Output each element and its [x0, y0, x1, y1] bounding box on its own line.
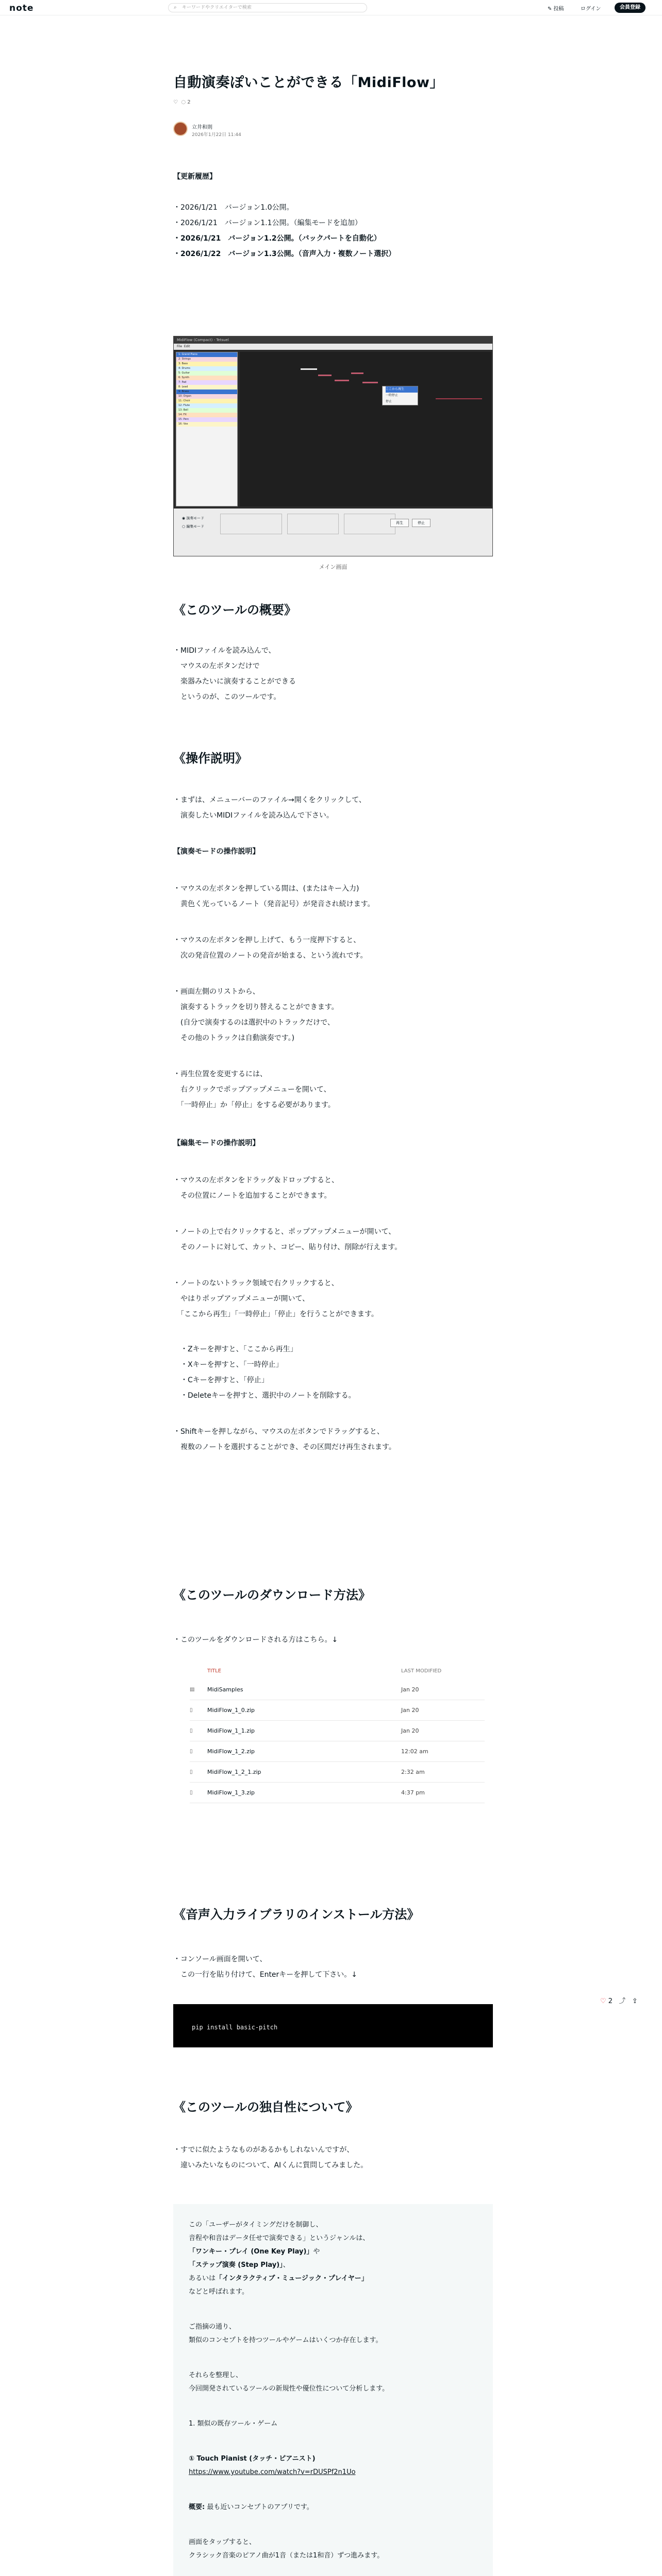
track-item[interactable]: 12: Flute	[176, 403, 237, 408]
howto-line: 「一時停止」か「停止」をする必要があります。	[173, 1101, 335, 1109]
note-logo[interactable]: note	[9, 3, 34, 13]
howto-line: ・ノートの上で右クリックすると、ポップアップメニューが開いて、	[173, 1228, 396, 1236]
context-menu[interactable]	[382, 386, 418, 405]
login-link[interactable]: ログイン	[581, 6, 601, 12]
track-item[interactable]: 14: FX	[176, 413, 237, 417]
section-heading: 《このツールの概要》	[173, 603, 297, 617]
key-line: ・Deleteキーを押すと、選択中のノートを削除する。	[173, 1392, 356, 1400]
history-item: ・2026/1/21 バージョン1.2公開。（バックパートを自動化）	[173, 234, 381, 243]
quote-line: 音程や和音はデータ任せで演奏できる」というジャンルは、	[189, 2234, 370, 2242]
howto-line: その位置にノートを追加することができます。	[173, 1192, 332, 1200]
author-name[interactable]: 立井和則	[192, 125, 212, 130]
menu-bar: File Edit	[174, 344, 493, 350]
youtube-link[interactable]: https://www.youtube.com/watch?v=rDUSPf2n1Uo	[189, 2468, 356, 2476]
zip-icon: ▯	[190, 1707, 193, 1713]
quote-line: クラシック音楽のピアノ曲が1音（または1和音）ずつ進みます。	[189, 2552, 384, 2560]
quote-line: 「ワンキー・プレイ (One Key Play)」や	[189, 2248, 320, 2256]
section-heading: 《音声入力ライブラリのインストール方法》	[173, 1907, 420, 1922]
control-panel	[174, 509, 493, 556]
quote-line: 類似のコンセプトを持つツールやゲームはいくつか存在します。	[189, 2336, 383, 2344]
key-line: ・Zキーを押すと、「ここから再生」	[173, 1345, 297, 1353]
quote-line: 「ステップ演奏 (Step Play)」、	[189, 2261, 290, 2269]
file-row[interactable]: ▯ MidiFlow_1_0.zip Jan 20	[190, 1700, 485, 1721]
howto-line: 次の発音位置のノートの発音が始まる、という流れです。	[173, 952, 368, 960]
heart-icon[interactable]: ♡	[600, 1997, 606, 2005]
howto-line: その他のトラックは自動演奏です。)	[173, 1034, 295, 1042]
track-item[interactable]: 5: Guitar	[176, 371, 237, 376]
howto-line: 黄色く光っているノート（発音記号）が発音され続けます。	[173, 900, 375, 908]
overview-line: 楽器みたいに演奏することができる	[173, 677, 296, 686]
quote-line: 1. 類似の既存ツール・ゲーム	[189, 2420, 278, 2428]
howto-line: やはりポップアップメニューが開いて、	[173, 1295, 310, 1303]
howto-line: ・マウスの左ボタンをドラッグ＆ドロップすると、	[173, 1176, 339, 1184]
track-item[interactable]: 2: Strings	[176, 357, 237, 362]
heart-icon: ♡	[173, 99, 178, 105]
author-avatar[interactable]	[173, 122, 188, 136]
howto-line: 演奏したいMIDIファイルを読み込んで下さい。	[173, 811, 334, 820]
publish-date: 2026年1月22日 11:44	[192, 132, 241, 138]
track-item[interactable]: 8: Lead	[176, 385, 237, 389]
post-link[interactable]: ✎ 投稿	[548, 6, 564, 12]
context-menu-item[interactable]: ここから再生	[386, 386, 418, 393]
track-item[interactable]: 3: Bass	[176, 362, 237, 366]
track-item[interactable]: 10: Organ	[176, 394, 237, 399]
col-modified: LAST MODIFIED	[401, 1668, 442, 1674]
howto-line: 複数のノートを選択することができ、その区間だけ再生されます。	[173, 1443, 396, 1451]
col-title: TITLE	[207, 1668, 222, 1674]
app-screenshot	[173, 336, 493, 556]
howto-line: 演奏するトラックを切り替えることができます。	[173, 1003, 339, 1011]
howto-line: ・まずは、メニューバーのファイル→開くをクリックして、	[173, 796, 366, 804]
article-title: 自動演奏ぽいことができる「MidiFlow」	[173, 75, 444, 91]
history-heading: 【更新履歴】	[173, 173, 217, 181]
track-item[interactable]: 13: Bell	[176, 408, 237, 413]
history-item: ・2026/1/21 バージョン1.0公開。	[173, 204, 294, 212]
quote-line: などと呼ばれます。	[189, 2288, 249, 2296]
track-item[interactable]: 6: Synth	[176, 376, 237, 380]
side-like-bar: ♡ 2 ⤴ ⇪	[600, 1997, 638, 2005]
context-menu-item[interactable]: 一時停止	[386, 394, 399, 397]
howto-line: (自分で演奏するのは選択中のトラックだけで、	[173, 1019, 335, 1027]
file-row[interactable]: ▤ MidiSamples Jan 20	[190, 1680, 485, 1700]
quote-line: それらを整理し、	[189, 2371, 243, 2379]
signup-button[interactable]: 会員登録	[615, 3, 646, 13]
mode-radio-play[interactable]: ◉ 演奏モード	[182, 516, 205, 520]
howto-line: ・ノートのないトラック領域で右クリックすると、	[173, 1279, 339, 1287]
file-row[interactable]: ▯ MidiFlow_1_3.zip 4:37 pm	[190, 1783, 485, 1803]
howto-line: 右クリックでポップアップメニューを開いて、	[173, 1086, 331, 1094]
quote-line: あるいは「インタラクティブ・ミュージック・プレイヤー」	[189, 2275, 368, 2282]
install-line: ・コンソール画面を開いて、	[173, 1955, 267, 1963]
download-intro: ・このツールをダウンロードされる方はこちら。↓	[173, 1636, 338, 1644]
subheading: 【演奏モードの操作説明】	[173, 848, 260, 856]
key-line: ・Cキーを押すと、「停止」	[173, 1376, 269, 1384]
track-item[interactable]: 15: Perc	[176, 417, 237, 422]
file-row[interactable]: ▯ MidiFlow_1_2.zip 12:02 am	[190, 1741, 485, 1762]
howto-line: ・Shiftキーを押しながら、マウスの左ボタンでドラッグすると、	[173, 1428, 384, 1436]
quote-line: ご指摘の通り、	[189, 2323, 236, 2331]
howto-line: ・マウスの左ボタンを押し上げて、もう一度押下すると、	[173, 936, 361, 944]
site-header	[0, 0, 662, 15]
unique-line: 違いみたいなものについて、AIくんに質問してみました。	[173, 2161, 368, 2170]
track-item[interactable]: 4: Drums	[176, 366, 237, 371]
folder-icon: ▤	[190, 1687, 195, 1692]
stop-button[interactable]: 停止	[412, 519, 431, 527]
track-list[interactable]	[176, 352, 238, 506]
zip-icon: ▯	[190, 1749, 193, 1754]
search-icon: ⌕	[174, 5, 177, 10]
more-icon[interactable]: ⇪	[632, 1997, 638, 2005]
file-row[interactable]: ▯ MidiFlow_1_2_1.zip 2:32 am	[190, 1762, 485, 1783]
file-row[interactable]: ▯ MidiFlow_1_1.zip Jan 20	[190, 1721, 485, 1741]
history-item: ・2026/1/21 バージョン1.1公開。（編集モードを追加）	[173, 219, 362, 227]
like-count-bubble-icon: ◌	[181, 99, 186, 105]
history-item: ・2026/1/22 バージョン1.3公開。（音声入力・複数ノート選択）	[173, 250, 396, 258]
quote-line: この「ユーザーがタイミングだけを制御し、	[189, 2221, 323, 2229]
track-item[interactable]: 7: Pad	[176, 380, 237, 385]
pen-icon: ✎	[548, 6, 554, 12]
howto-line: 「ここから再生」「一時停止」「停止」を行うことができます。	[173, 1310, 378, 1318]
section-heading: 《このツールの独自性について》	[173, 2100, 358, 2114]
quote-line: 今回開発されているツールの新規性や優位性について分析します。	[189, 2385, 389, 2393]
zip-icon: ▯	[190, 1728, 193, 1734]
howto-line: ・画面左側のリストから、	[173, 988, 260, 996]
overview-line: というのが、このツールです。	[173, 693, 281, 701]
install-line: この一行を貼り付けて、Enterキーを押して下さい。↓	[173, 1971, 358, 1979]
howto-line: そのノートに対して、カット、コピー、貼り付け、削除が行えます。	[173, 1243, 402, 1251]
quote-line: 概要: 最も近いコンセプトのアプリです。	[189, 2503, 313, 2511]
howto-line: ・マウスの左ボタンを押している間は、(またはキー入力)	[173, 885, 359, 893]
zip-icon: ▯	[190, 1769, 193, 1775]
piano-roll[interactable]	[240, 352, 491, 506]
play-button[interactable]: 再生	[390, 519, 409, 527]
overview-line: ・MIDIファイルを読み込んで、	[173, 647, 276, 655]
mode-radio-edit[interactable]: ○ 編集モード	[182, 524, 205, 529]
quote-line: 画面をタップすると、	[189, 2538, 256, 2546]
section-heading: 《操作説明》	[173, 751, 247, 766]
section-heading: 《このツールのダウンロード方法》	[173, 1588, 371, 1602]
unique-line: ・すでに似たようなものがあるかもしれないんですが、	[173, 2146, 354, 2154]
window-title: MidiFlow (Compact) - Tetsuel	[174, 336, 493, 344]
share-icon[interactable]: ⤴	[619, 1997, 626, 2005]
overview-line: マウスの左ボタンだけで	[173, 662, 260, 670]
quote-subtitle: ① Touch Pianist (タッチ・ピアニスト)	[189, 2455, 316, 2463]
code-block[interactable]: pip install basic-pitch	[173, 2004, 493, 2047]
howto-line: ・再生位置を変更するには、	[173, 1070, 267, 1078]
subheading: 【編集モードの操作説明】	[173, 1139, 260, 1147]
track-item[interactable]: 1: Grand Piano	[176, 352, 237, 357]
search-input[interactable]: ⌕ キーワードやクリエイターで検索	[168, 3, 367, 12]
context-menu-item[interactable]: 停止	[386, 400, 392, 403]
like-count[interactable]: ♡ ◌ 2	[173, 99, 191, 105]
track-item[interactable]: 16: Vox	[176, 422, 237, 427]
track-item[interactable]: 9: Brass	[176, 389, 237, 394]
zip-icon: ▯	[190, 1790, 193, 1795]
key-line: ・Xキーを押すと、「一時停止」	[173, 1361, 283, 1369]
image-caption: メイン画面	[319, 564, 347, 570]
track-item[interactable]: 11: Choir	[176, 399, 237, 403]
